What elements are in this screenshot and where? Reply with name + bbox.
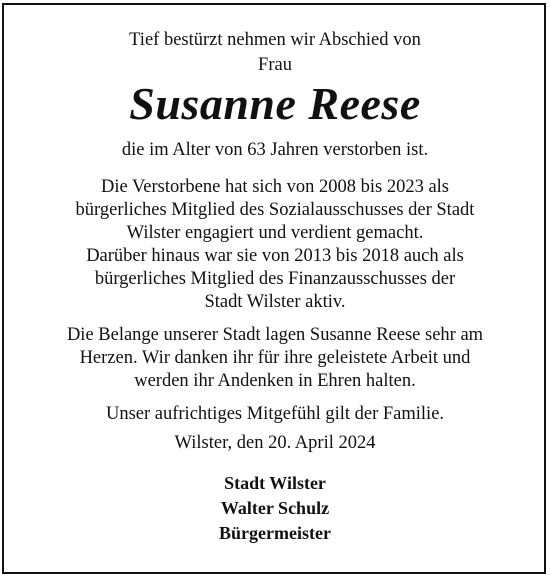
text-line: bürgerliches Mitglied des Sozialausschusses der Stadt [75, 200, 475, 220]
age-line: die im Alter von 63 Jahren verstorben ist. [121, 140, 429, 160]
salutation: Frau [258, 55, 292, 75]
text-line: bürgerliches Mitglied des Finanzausschusses der [94, 269, 456, 289]
text-line: Stadt Wilster aktiv. [204, 292, 346, 312]
condolence-line: Unser aufrichtiges Mitgefühl gilt der Familie. [105, 404, 445, 424]
text-line: werden ihr Andenken in Ehren halten. [134, 371, 416, 391]
paragraph-thanks [0, 324, 550, 393]
place-date: Wilster, den 20. April 2024 [174, 433, 376, 453]
text-line: Die Verstorbene hat sich von 2008 bis 2023 als [100, 177, 450, 197]
signature-block [0, 471, 550, 546]
text-line: Herzen. Wir danken ihr für ihre geleistete Arbeit und [79, 348, 471, 368]
paragraph-service [0, 176, 550, 314]
intro-line: Tief bestürzt nehmen wir Abschied von [129, 30, 421, 50]
signature-person: Walter Schulz [220, 498, 330, 518]
deceased-name: Susanne Reese [129, 78, 421, 129]
text-line: Wilster engagiert und verdient gemacht. [126, 223, 424, 243]
text-line: Darüber hinaus war sie von 2013 bis 2018 auch als [86, 246, 464, 266]
text-line: Die Belange unserer Stadt lagen Susanne Reese sehr am [66, 325, 484, 345]
signature-org: Stadt Wilster [224, 473, 326, 493]
signature-title: Bürgermeister [219, 523, 331, 543]
